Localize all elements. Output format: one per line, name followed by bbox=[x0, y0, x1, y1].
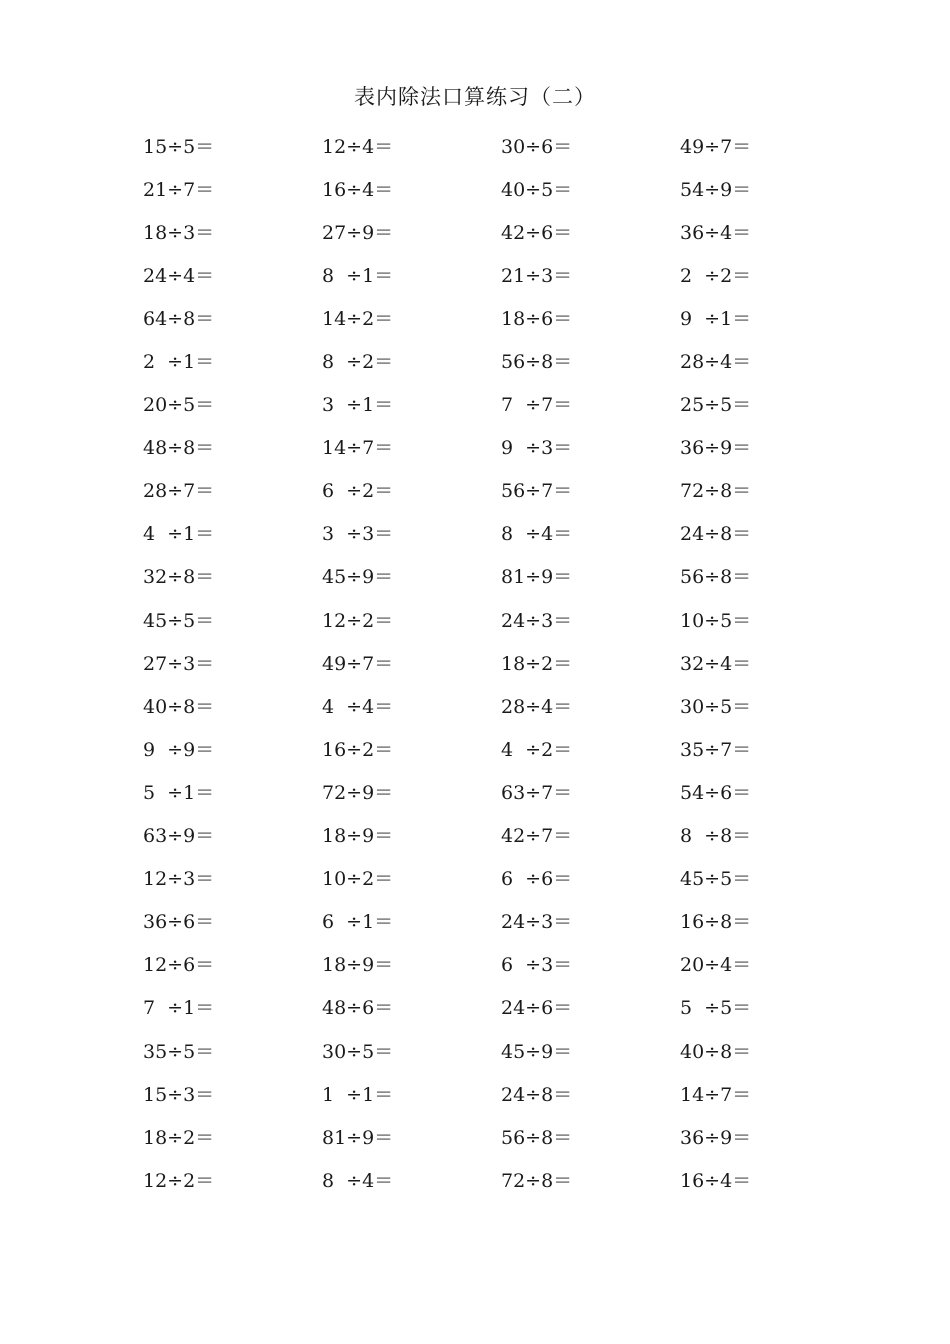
problem-row bbox=[143, 901, 863, 944]
division-problem: 56÷7＝ bbox=[501, 480, 573, 503]
division-problem: 24÷3＝ bbox=[501, 911, 573, 934]
division-problem: 12÷3＝ bbox=[143, 868, 215, 891]
division-problem: 16÷4＝ bbox=[680, 1169, 752, 1192]
division-problem: 12÷6＝ bbox=[143, 954, 215, 977]
division-problem: 42÷7＝ bbox=[501, 825, 573, 848]
division-problem: 35÷7＝ bbox=[680, 738, 752, 761]
division-problem: 7 ÷1＝ bbox=[143, 997, 215, 1020]
problem-row bbox=[143, 944, 863, 987]
division-problem: 21÷3＝ bbox=[501, 264, 573, 287]
division-problem: 10÷2＝ bbox=[322, 868, 394, 891]
division-problem: 27÷3＝ bbox=[143, 652, 215, 675]
division-problem: 21÷7＝ bbox=[143, 178, 215, 201]
division-problem: 7 ÷7＝ bbox=[501, 394, 573, 417]
division-problem: 45÷5＝ bbox=[143, 609, 215, 632]
division-problem: 45÷9＝ bbox=[322, 566, 394, 589]
division-problem: 8 ÷4＝ bbox=[322, 1169, 394, 1192]
division-problem: 30÷5＝ bbox=[680, 695, 752, 718]
problem-row bbox=[143, 1159, 863, 1202]
division-problem: 10÷5＝ bbox=[680, 609, 752, 632]
division-problem: 8 ÷1＝ bbox=[322, 264, 394, 287]
division-problem: 48÷8＝ bbox=[143, 437, 215, 460]
division-problem: 56÷8＝ bbox=[501, 351, 573, 374]
problem-row bbox=[143, 728, 863, 771]
problem-row bbox=[143, 211, 863, 254]
problem-row bbox=[143, 427, 863, 470]
division-problem: 8 ÷4＝ bbox=[501, 523, 573, 546]
problem-row bbox=[143, 1116, 863, 1159]
problem-row bbox=[143, 987, 863, 1030]
division-problem: 14÷7＝ bbox=[322, 437, 394, 460]
division-problem: 6 ÷6＝ bbox=[501, 868, 573, 891]
problem-row bbox=[143, 642, 863, 685]
division-problem: 27÷9＝ bbox=[322, 221, 394, 244]
division-problem: 56÷8＝ bbox=[680, 566, 752, 589]
division-problem: 35÷5＝ bbox=[143, 1040, 215, 1063]
division-problem: 12÷2＝ bbox=[143, 1169, 215, 1192]
division-problem: 5 ÷5＝ bbox=[680, 997, 752, 1020]
division-problem: 72÷8＝ bbox=[680, 480, 752, 503]
division-problem: 64÷8＝ bbox=[143, 307, 215, 330]
division-problem: 28÷7＝ bbox=[143, 480, 215, 503]
division-problem: 14÷2＝ bbox=[322, 307, 394, 330]
division-problem: 30÷5＝ bbox=[322, 1040, 394, 1063]
division-problem: 45÷9＝ bbox=[501, 1040, 573, 1063]
problem-row bbox=[143, 1073, 863, 1116]
division-problem: 12÷4＝ bbox=[322, 135, 394, 158]
problem-grid bbox=[143, 125, 863, 1202]
division-problem: 24÷4＝ bbox=[143, 264, 215, 287]
division-problem: 45÷5＝ bbox=[680, 868, 752, 891]
division-problem: 40÷8＝ bbox=[680, 1040, 752, 1063]
division-problem: 36÷9＝ bbox=[680, 1126, 752, 1149]
division-problem: 6 ÷3＝ bbox=[501, 954, 573, 977]
division-problem: 36÷6＝ bbox=[143, 911, 215, 934]
division-problem: 63÷9＝ bbox=[143, 825, 215, 848]
division-problem: 48÷6＝ bbox=[322, 997, 394, 1020]
division-problem: 18÷2＝ bbox=[143, 1126, 215, 1149]
division-problem: 63÷7＝ bbox=[501, 781, 573, 804]
division-problem: 28÷4＝ bbox=[680, 351, 752, 374]
division-problem: 9 ÷1＝ bbox=[680, 307, 752, 330]
problem-row bbox=[143, 168, 863, 211]
division-problem: 14÷7＝ bbox=[680, 1083, 752, 1106]
division-problem: 42÷6＝ bbox=[501, 221, 573, 244]
problem-row bbox=[143, 254, 863, 297]
division-problem: 9 ÷9＝ bbox=[143, 738, 215, 761]
division-problem: 54÷6＝ bbox=[680, 781, 752, 804]
division-problem: 72÷9＝ bbox=[322, 781, 394, 804]
problem-row bbox=[143, 125, 863, 168]
division-problem: 72÷8＝ bbox=[501, 1169, 573, 1192]
division-problem: 8 ÷2＝ bbox=[322, 351, 394, 374]
division-problem: 18÷9＝ bbox=[322, 825, 394, 848]
division-problem: 81÷9＝ bbox=[322, 1126, 394, 1149]
division-problem: 24÷8＝ bbox=[680, 523, 752, 546]
division-problem: 49÷7＝ bbox=[322, 652, 394, 675]
division-problem: 8 ÷8＝ bbox=[680, 825, 752, 848]
division-problem: 15÷5＝ bbox=[143, 135, 215, 158]
division-problem: 56÷8＝ bbox=[501, 1126, 573, 1149]
division-problem: 6 ÷1＝ bbox=[322, 911, 394, 934]
division-problem: 24÷3＝ bbox=[501, 609, 573, 632]
problem-row bbox=[143, 470, 863, 513]
division-problem: 28÷4＝ bbox=[501, 695, 573, 718]
division-problem: 5 ÷1＝ bbox=[143, 781, 215, 804]
division-problem: 20÷5＝ bbox=[143, 394, 215, 417]
division-problem: 24÷6＝ bbox=[501, 997, 573, 1020]
division-problem: 3 ÷3＝ bbox=[322, 523, 394, 546]
problem-row bbox=[143, 599, 863, 642]
problem-row bbox=[143, 858, 863, 901]
division-problem: 32÷4＝ bbox=[680, 652, 752, 675]
division-problem: 9 ÷3＝ bbox=[501, 437, 573, 460]
division-problem: 24÷8＝ bbox=[501, 1083, 573, 1106]
division-problem: 16÷2＝ bbox=[322, 738, 394, 761]
division-problem: 40÷5＝ bbox=[501, 178, 573, 201]
division-problem: 32÷8＝ bbox=[143, 566, 215, 589]
division-problem: 12÷2＝ bbox=[322, 609, 394, 632]
division-problem: 2 ÷2＝ bbox=[680, 264, 752, 287]
problem-row bbox=[143, 815, 863, 858]
page-title: 表内除法口算练习（二） bbox=[354, 85, 596, 109]
problem-row bbox=[143, 340, 863, 383]
division-problem: 15÷3＝ bbox=[143, 1083, 215, 1106]
problem-row bbox=[143, 297, 863, 340]
division-problem: 1 ÷1＝ bbox=[322, 1083, 394, 1106]
division-problem: 18÷3＝ bbox=[143, 221, 215, 244]
division-problem: 3 ÷1＝ bbox=[322, 394, 394, 417]
division-problem: 25÷5＝ bbox=[680, 394, 752, 417]
problem-row bbox=[143, 1030, 863, 1073]
division-problem: 6 ÷2＝ bbox=[322, 480, 394, 503]
division-problem: 20÷4＝ bbox=[680, 954, 752, 977]
division-problem: 4 ÷4＝ bbox=[322, 695, 394, 718]
division-problem: 36÷9＝ bbox=[680, 437, 752, 460]
division-problem: 2 ÷1＝ bbox=[143, 351, 215, 374]
division-problem: 30÷6＝ bbox=[501, 135, 573, 158]
problem-row bbox=[143, 556, 863, 599]
problem-row bbox=[143, 384, 863, 427]
division-problem: 16÷4＝ bbox=[322, 178, 394, 201]
problem-row bbox=[143, 771, 863, 814]
division-problem: 40÷8＝ bbox=[143, 695, 215, 718]
division-problem: 18÷2＝ bbox=[501, 652, 573, 675]
division-problem: 49÷7＝ bbox=[680, 135, 752, 158]
division-problem: 16÷8＝ bbox=[680, 911, 752, 934]
division-problem: 81÷9＝ bbox=[501, 566, 573, 589]
division-problem: 18÷9＝ bbox=[322, 954, 394, 977]
division-problem: 18÷6＝ bbox=[501, 307, 573, 330]
problem-row bbox=[143, 513, 863, 556]
division-problem: 4 ÷2＝ bbox=[501, 738, 573, 761]
division-problem: 4 ÷1＝ bbox=[143, 523, 215, 546]
problem-row bbox=[143, 685, 863, 728]
division-problem: 36÷4＝ bbox=[680, 221, 752, 244]
division-problem: 54÷9＝ bbox=[680, 178, 752, 201]
